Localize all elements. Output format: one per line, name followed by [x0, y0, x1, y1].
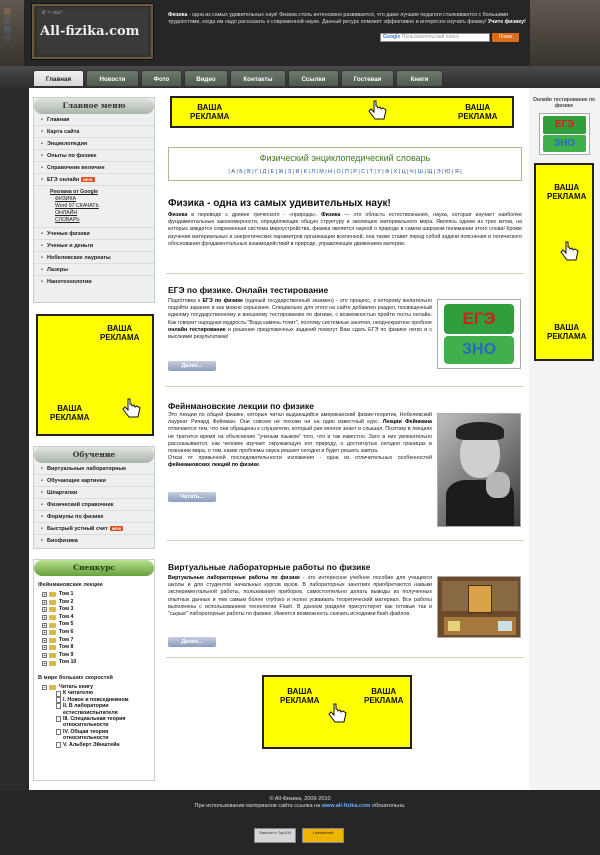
- statue-right-image: [530, 0, 600, 66]
- menu-item-ege-label: ЕГЭ онлайн: [47, 177, 80, 183]
- search-input[interactable]: [380, 33, 490, 42]
- tree-volume[interactable]: [42, 637, 154, 645]
- volume-label: Том 4: [59, 613, 74, 620]
- menu-item-reference[interactable]: • Справочник величин: [34, 162, 154, 174]
- tree-item-label: III. Специальная теория относительности: [62, 715, 126, 729]
- speed-tree: [34, 684, 154, 748]
- text-run: - это интересное учебное пособие для учащихся школы и для студентов начальных курсов вузов. В лабораторных занятиях приобретаются навыки экспериментальной работы, пользования приборов, самостоятельно делать выводы из полученных опытных данных и тем самым более глубоко и полно усваивать теоретический материал. Все работы выполнены с использованием технологии Flash. В данном разделе присутствуют как готовые так и "сырые" лабораторные работы по физике. Имеется возможность скачать исходники flash-файлов.: [168, 575, 432, 618]
- statue-left-image: [0, 0, 24, 66]
- tree-volume[interactable]: [42, 606, 154, 614]
- collapse-icon[interactable]: −: [43, 684, 46, 690]
- tree-item[interactable]: [42, 716, 154, 729]
- ad-line1: ВАША: [554, 323, 580, 332]
- new-badge: NEW: [111, 526, 122, 531]
- volume-label: Том 1: [59, 591, 74, 597]
- lab-instrument: [498, 621, 512, 631]
- lab-article-text: [168, 575, 432, 618]
- ad-line2: РЕКЛАМА: [100, 333, 140, 342]
- google-label: Google: [383, 34, 401, 40]
- footer-site-link[interactable]: www.all-fizika.com: [321, 803, 371, 809]
- ege-zno-thumbnail[interactable]: [437, 299, 521, 369]
- document-icon: [56, 703, 61, 709]
- logo-chalk-formula: E = mc²: [42, 10, 63, 16]
- folder-icon: [49, 661, 56, 666]
- tab-photo[interactable]: Фото: [141, 70, 182, 87]
- footer-notice: [0, 803, 600, 810]
- text-run: в переводе с древне греческого - «природа».: [187, 212, 322, 218]
- folder-icon: [49, 607, 56, 612]
- menu-item-nobel[interactable]: • Нобелевские лауреаты: [34, 252, 154, 264]
- footer-copy: [0, 796, 600, 810]
- left-ad-text-bottom: [50, 404, 89, 422]
- bottom-ad-text-right: [364, 687, 403, 705]
- tree-volume[interactable]: [42, 629, 154, 637]
- ad-line1: ВАША: [554, 183, 580, 192]
- folder-icon: [49, 592, 56, 597]
- notice-end: обязательна.: [370, 803, 406, 809]
- liveinternet-counter[interactable]: LiveInternet: [302, 828, 344, 843]
- tab-video[interactable]: Видео: [184, 70, 228, 87]
- menu-item-nano[interactable]: • Нанотехнологии: [34, 276, 154, 287]
- tree-item[interactable]: [42, 742, 154, 748]
- menu-item-home[interactable]: • Главная: [34, 114, 154, 126]
- folder-icon: [49, 645, 56, 650]
- tree-volume[interactable]: [42, 644, 154, 652]
- expand-icon[interactable]: +: [43, 645, 46, 651]
- tree-volume[interactable]: [42, 599, 154, 607]
- volume-label: Том 10: [59, 659, 77, 666]
- tree-volume[interactable]: [42, 591, 154, 599]
- notice-start: При использовании материалов сайта ссылка на: [194, 803, 322, 809]
- menu-item-experiments[interactable]: • Опыты по физике: [34, 150, 154, 162]
- folder-icon: [49, 630, 56, 635]
- special-course: [33, 559, 155, 781]
- learning-item-formulas[interactable]: • Формулы по физике: [34, 511, 154, 523]
- document-icon: [56, 691, 61, 697]
- ad-line1: ВАША: [465, 103, 491, 112]
- ege-article-title[interactable]: ЕГЭ по физике. Онлайн тестирование: [168, 285, 329, 295]
- speed-tree-title: В мире больших скоростей: [38, 674, 113, 681]
- dictionary-title[interactable]: Физический энциклопедический словарь: [259, 153, 431, 163]
- ad-line1: ВАША: [57, 404, 83, 413]
- tree-item[interactable]: [42, 703, 154, 716]
- main-menu: [33, 97, 155, 303]
- divider: [166, 540, 524, 541]
- right-ad-text-top: [547, 183, 586, 201]
- hand-pointer-icon: [328, 703, 348, 725]
- site-footer: [0, 790, 600, 855]
- tab-links[interactable]: Ссылки: [288, 70, 339, 87]
- tree-item-label: Читать книгу: [59, 683, 94, 690]
- tree-item-label: II. В лаборатории естествоиспытателя: [62, 703, 118, 716]
- hand-pointer-icon: [368, 100, 388, 122]
- folder-icon: [49, 653, 56, 658]
- bold-term: Физика: [321, 212, 341, 218]
- text-run: и решение предложенных заданий помогут Вам сдать ЕГЭ по физике легко и с высокими результатами!: [168, 326, 433, 341]
- document-icon: [56, 716, 61, 722]
- bold-term: ЕГЭ по физике: [202, 298, 243, 304]
- text-run: (единый государственный экзамен) - это процесс, к которому желательно подойти заранее и как можно серьезнее. Специально для этого на сайте добавлен раздел, посвященный единому государственному и внешнему тестированию по физике, с возможностью пройти тесты онлайн. Как говорит народная мудрость:"Вода камень точит", поэтому системные занятия, неоднократное пробное: [168, 298, 432, 326]
- expand-icon[interactable]: +: [43, 630, 46, 636]
- tab-news[interactable]: Новости: [86, 70, 139, 87]
- tree-item-label: I. Новое в повседневном: [63, 696, 129, 703]
- main-article-text: [168, 212, 522, 248]
- feynman-article-text: [168, 412, 432, 470]
- logo-text: All-fizika.com: [40, 24, 140, 39]
- folder-icon: [49, 685, 56, 690]
- folder-icon: [49, 623, 56, 628]
- tree-volume[interactable]: [42, 614, 154, 622]
- folder-icon: [49, 600, 56, 605]
- ad-line2: РЕКЛАМА: [547, 332, 587, 341]
- menu-item-scientists[interactable]: • Ученые физики: [34, 228, 154, 240]
- bold-term: Лекции Фейнмана: [382, 419, 432, 426]
- expand-icon[interactable]: +: [43, 599, 46, 605]
- online-test-thumbnail[interactable]: [539, 113, 590, 155]
- top-ad-text-right: [458, 103, 497, 121]
- expand-icon[interactable]: +: [43, 622, 46, 628]
- learning-title: Обучение: [34, 447, 154, 463]
- site-logo[interactable]: [32, 4, 153, 59]
- main-article-title: Физика - одна из самых удивительных наук!: [168, 198, 391, 209]
- tree-volume[interactable]: [42, 659, 154, 667]
- intro-text: - одна из самых удивительных наук! Физика столь интенсивно развивается, что даже лучшие педагоги сталкиваются с большими трудностями, когда им надо рассказать о современной науке. Данный ресурс поможет эффективно и интересно изучать физику!: [168, 12, 509, 25]
- ad-line2: РЕКЛАМА: [280, 696, 320, 705]
- search-button[interactable]: Поиск: [492, 33, 519, 42]
- google-ads-block: [34, 186, 154, 228]
- menu-item-encyclopedia[interactable]: • Энциклопедия: [34, 138, 154, 150]
- expand-icon[interactable]: +: [43, 615, 46, 621]
- expand-icon[interactable]: +: [43, 637, 46, 643]
- text-run: отличаются тем, что они обращены к слушателю, который уже многое знает и слышал. Поэтому в лекциях не тратится время на объяснение "ученым языком" того, что и так известно. Зато в них увлекательно рассказывается, как человек изучает окружающую его природу, о достигнутых сегодня границах в познании мира, о том, какие проблемы наука решает сегодня и будет решать завтра.: [168, 426, 432, 455]
- volume-label: Том 5: [59, 621, 74, 628]
- top-ad-banner[interactable]: [170, 96, 514, 128]
- volume-label: Том 6: [59, 628, 74, 635]
- divider: [166, 273, 524, 274]
- menu-item-lasers[interactable]: • Лазеры: [34, 264, 154, 276]
- expand-icon[interactable]: +: [43, 660, 46, 666]
- ege-logo: ЕГЭ: [543, 116, 586, 134]
- online-test-title: Онлайн тестирование по физике: [532, 97, 596, 109]
- menu-item-money[interactable]: • Ученые и деньги: [34, 240, 154, 252]
- ad-link-word[interactable]: Word 97 СКАЧАТЬ: [55, 203, 99, 209]
- volume-label: Том 7: [59, 636, 74, 643]
- tree-item-label: IV. Общая теория относительности: [62, 728, 109, 742]
- main-menu-title: Главное меню: [34, 98, 154, 114]
- zno-logo: ЗНО: [543, 135, 586, 152]
- left-ad-text-top: [100, 324, 139, 342]
- new-badge: NEW: [83, 177, 93, 182]
- rambler-counter[interactable]: Rambler's Top100: [254, 828, 296, 843]
- expand-icon[interactable]: +: [43, 653, 46, 659]
- header-intro: [168, 12, 528, 26]
- folder-icon: [49, 638, 56, 643]
- volume-label: Том 9: [59, 651, 74, 658]
- virtual-lab-thumbnail[interactable]: [437, 576, 521, 638]
- tree-volume[interactable]: [42, 652, 154, 660]
- tab-contacts[interactable]: Контакты: [230, 70, 286, 87]
- folder-icon: [49, 615, 56, 620]
- menu-item-sitemap[interactable]: • Карта сайта: [34, 126, 154, 138]
- tree-item-label: К читателю: [63, 690, 94, 697]
- intro-bold: Физика: [168, 12, 188, 18]
- mental-math-label: Быстрый устный счет: [47, 526, 108, 532]
- copyright: © All-Физика, 2009-2010: [269, 796, 331, 802]
- document-icon: [56, 729, 61, 735]
- site-header: [0, 0, 600, 66]
- top-ad-text-left: [190, 103, 229, 121]
- learning-item-mental-math[interactable]: [34, 523, 154, 535]
- feynman-article-title[interactable]: Фейнмановские лекции по физике: [168, 401, 314, 411]
- ad-line1: ВАША: [107, 324, 133, 333]
- ad-line2: РЕКЛАМА: [190, 112, 230, 121]
- ad-link-physics[interactable]: ФИЗИКА: [55, 196, 77, 202]
- bottom-ad-text-left: [280, 687, 319, 705]
- bold-term: онлайн тестирование: [168, 326, 226, 333]
- ad-line2: РЕКЛАМА: [50, 413, 90, 422]
- learning-item-biophysics[interactable]: • Биофизика: [34, 535, 154, 546]
- learning-item-virtual-labs[interactable]: • Виртуальные лабораторные: [34, 463, 154, 475]
- bottom-ad-banner[interactable]: [262, 675, 412, 749]
- bold-term: Физика: [168, 212, 188, 218]
- intro-end: Учите физику!: [488, 19, 526, 25]
- bold-term: фейнмановских лекций по физике: [168, 462, 260, 469]
- ad-line2: РЕКЛАМА: [458, 112, 498, 121]
- zno-logo: ЗНО: [444, 336, 514, 364]
- special-title: Спецкурс: [34, 560, 154, 576]
- learning-menu: [33, 446, 155, 549]
- alphabet-index[interactable]: | А | Б | В | Г | Д | Е | Ж | З | И | К | Л | М | Н | О | П | Р | С | Т | У | Ф | Х | Ц | Ч | Ш | Щ | Э | Ю | Я |: [228, 169, 462, 175]
- tab-home[interactable]: Главная: [33, 70, 84, 87]
- left-ad-banner[interactable]: [36, 314, 154, 436]
- lab-instrument: [448, 621, 460, 631]
- right-ad-banner[interactable]: [534, 163, 594, 361]
- volume-label: Том 8: [59, 644, 74, 651]
- ad-link-online[interactable]: ОНЛАЙН: [55, 210, 78, 216]
- right-ad-text-bottom: [547, 323, 586, 341]
- feynman-portrait[interactable]: [437, 413, 521, 527]
- menu-item-ege[interactable]: [34, 174, 154, 186]
- hand-pointer-icon: [560, 241, 580, 263]
- document-icon: [56, 742, 61, 748]
- learning-item-pictures[interactable]: • Обучающие картинки: [34, 475, 154, 487]
- tab-books[interactable]: Книги: [396, 70, 443, 87]
- expand-icon[interactable]: +: [43, 607, 46, 613]
- text-run: .: [259, 462, 261, 469]
- learning-item-cheatsheets[interactable]: • Шпаргалки: [34, 487, 154, 499]
- tree-item-label: V. Альберт Эйнштейн: [63, 741, 120, 748]
- document-icon: [56, 697, 61, 703]
- feynman-tree-title: Фейнмановские лекции: [38, 582, 103, 588]
- text-run: Подготовка к: [168, 298, 203, 304]
- tree-volume[interactable]: [42, 621, 154, 629]
- divider: [166, 386, 524, 387]
- ege-more-button[interactable]: Далее...: [168, 361, 216, 371]
- divider: [166, 657, 524, 658]
- lab-apparatus: [468, 585, 492, 613]
- text-run: Отказ от привычной последовательности изложения - одна из отличительных особенностей: [168, 455, 432, 462]
- lab-article-title[interactable]: Виртуальные лабораторные работы по физике: [168, 562, 371, 572]
- ad-link-dictionary[interactable]: СЛОВАРЬ: [55, 217, 80, 223]
- tree-item[interactable]: [42, 729, 154, 742]
- learning-item-reference[interactable]: • Физический справочник: [34, 499, 154, 511]
- dictionary-box: [168, 147, 522, 181]
- volume-label: Том 3: [59, 606, 74, 613]
- ad-line2: РЕКЛАМА: [547, 192, 587, 201]
- hand-pointer-icon: [122, 398, 142, 420]
- portrait-hand: [486, 472, 510, 498]
- ege-logo: ЕГЭ: [444, 304, 514, 334]
- text-run: — это область естествознания, наука, которая изучает наиболее фундаментальные закономерности, определяющие общую структуру и эволюцию материального мира. Являясь одним из трех китов, на которых зиждется современная система мироустройства, физика является наукой о природе в самом широком понимании этого слова! Кроме изучения материальных и энергетических параметров организации вселенной, она также ставит перед собой задачи пояснения и логического обоснования фундаментальных взаимодействий в природе, управляющих движением материи.: [168, 212, 522, 247]
- lab-more-button[interactable]: Далее...: [168, 637, 216, 647]
- main-nav: [0, 66, 600, 88]
- ad-line1: ВАША: [371, 687, 397, 696]
- expand-icon[interactable]: +: [43, 592, 46, 598]
- ad-line1: ВАША: [197, 103, 223, 112]
- feynman-read-button[interactable]: Читать...: [168, 492, 216, 502]
- feynman-tree: [34, 591, 154, 667]
- tab-guestbook[interactable]: Гостевая: [341, 70, 394, 87]
- portrait-hair: [456, 422, 504, 440]
- text-run: Это лекции по общей физике, которые читал выдающийся американский физик-теоретик, Нобелевский лауреат Ричард Фейнман. Они совсем не похожи ни на один известный курс.: [168, 412, 432, 426]
- ad-line1: ВАША: [287, 687, 313, 696]
- ad-line2: РЕКЛАМА: [364, 696, 404, 705]
- bold-term: Виртуальные лабораторные работы по физике: [168, 575, 300, 581]
- search-placeholder: Пользовательский поиск: [401, 34, 459, 40]
- volume-label: Том 2: [59, 598, 74, 605]
- google-ads-label[interactable]: Реклама от Google: [50, 189, 99, 195]
- ege-article-text: [168, 298, 432, 341]
